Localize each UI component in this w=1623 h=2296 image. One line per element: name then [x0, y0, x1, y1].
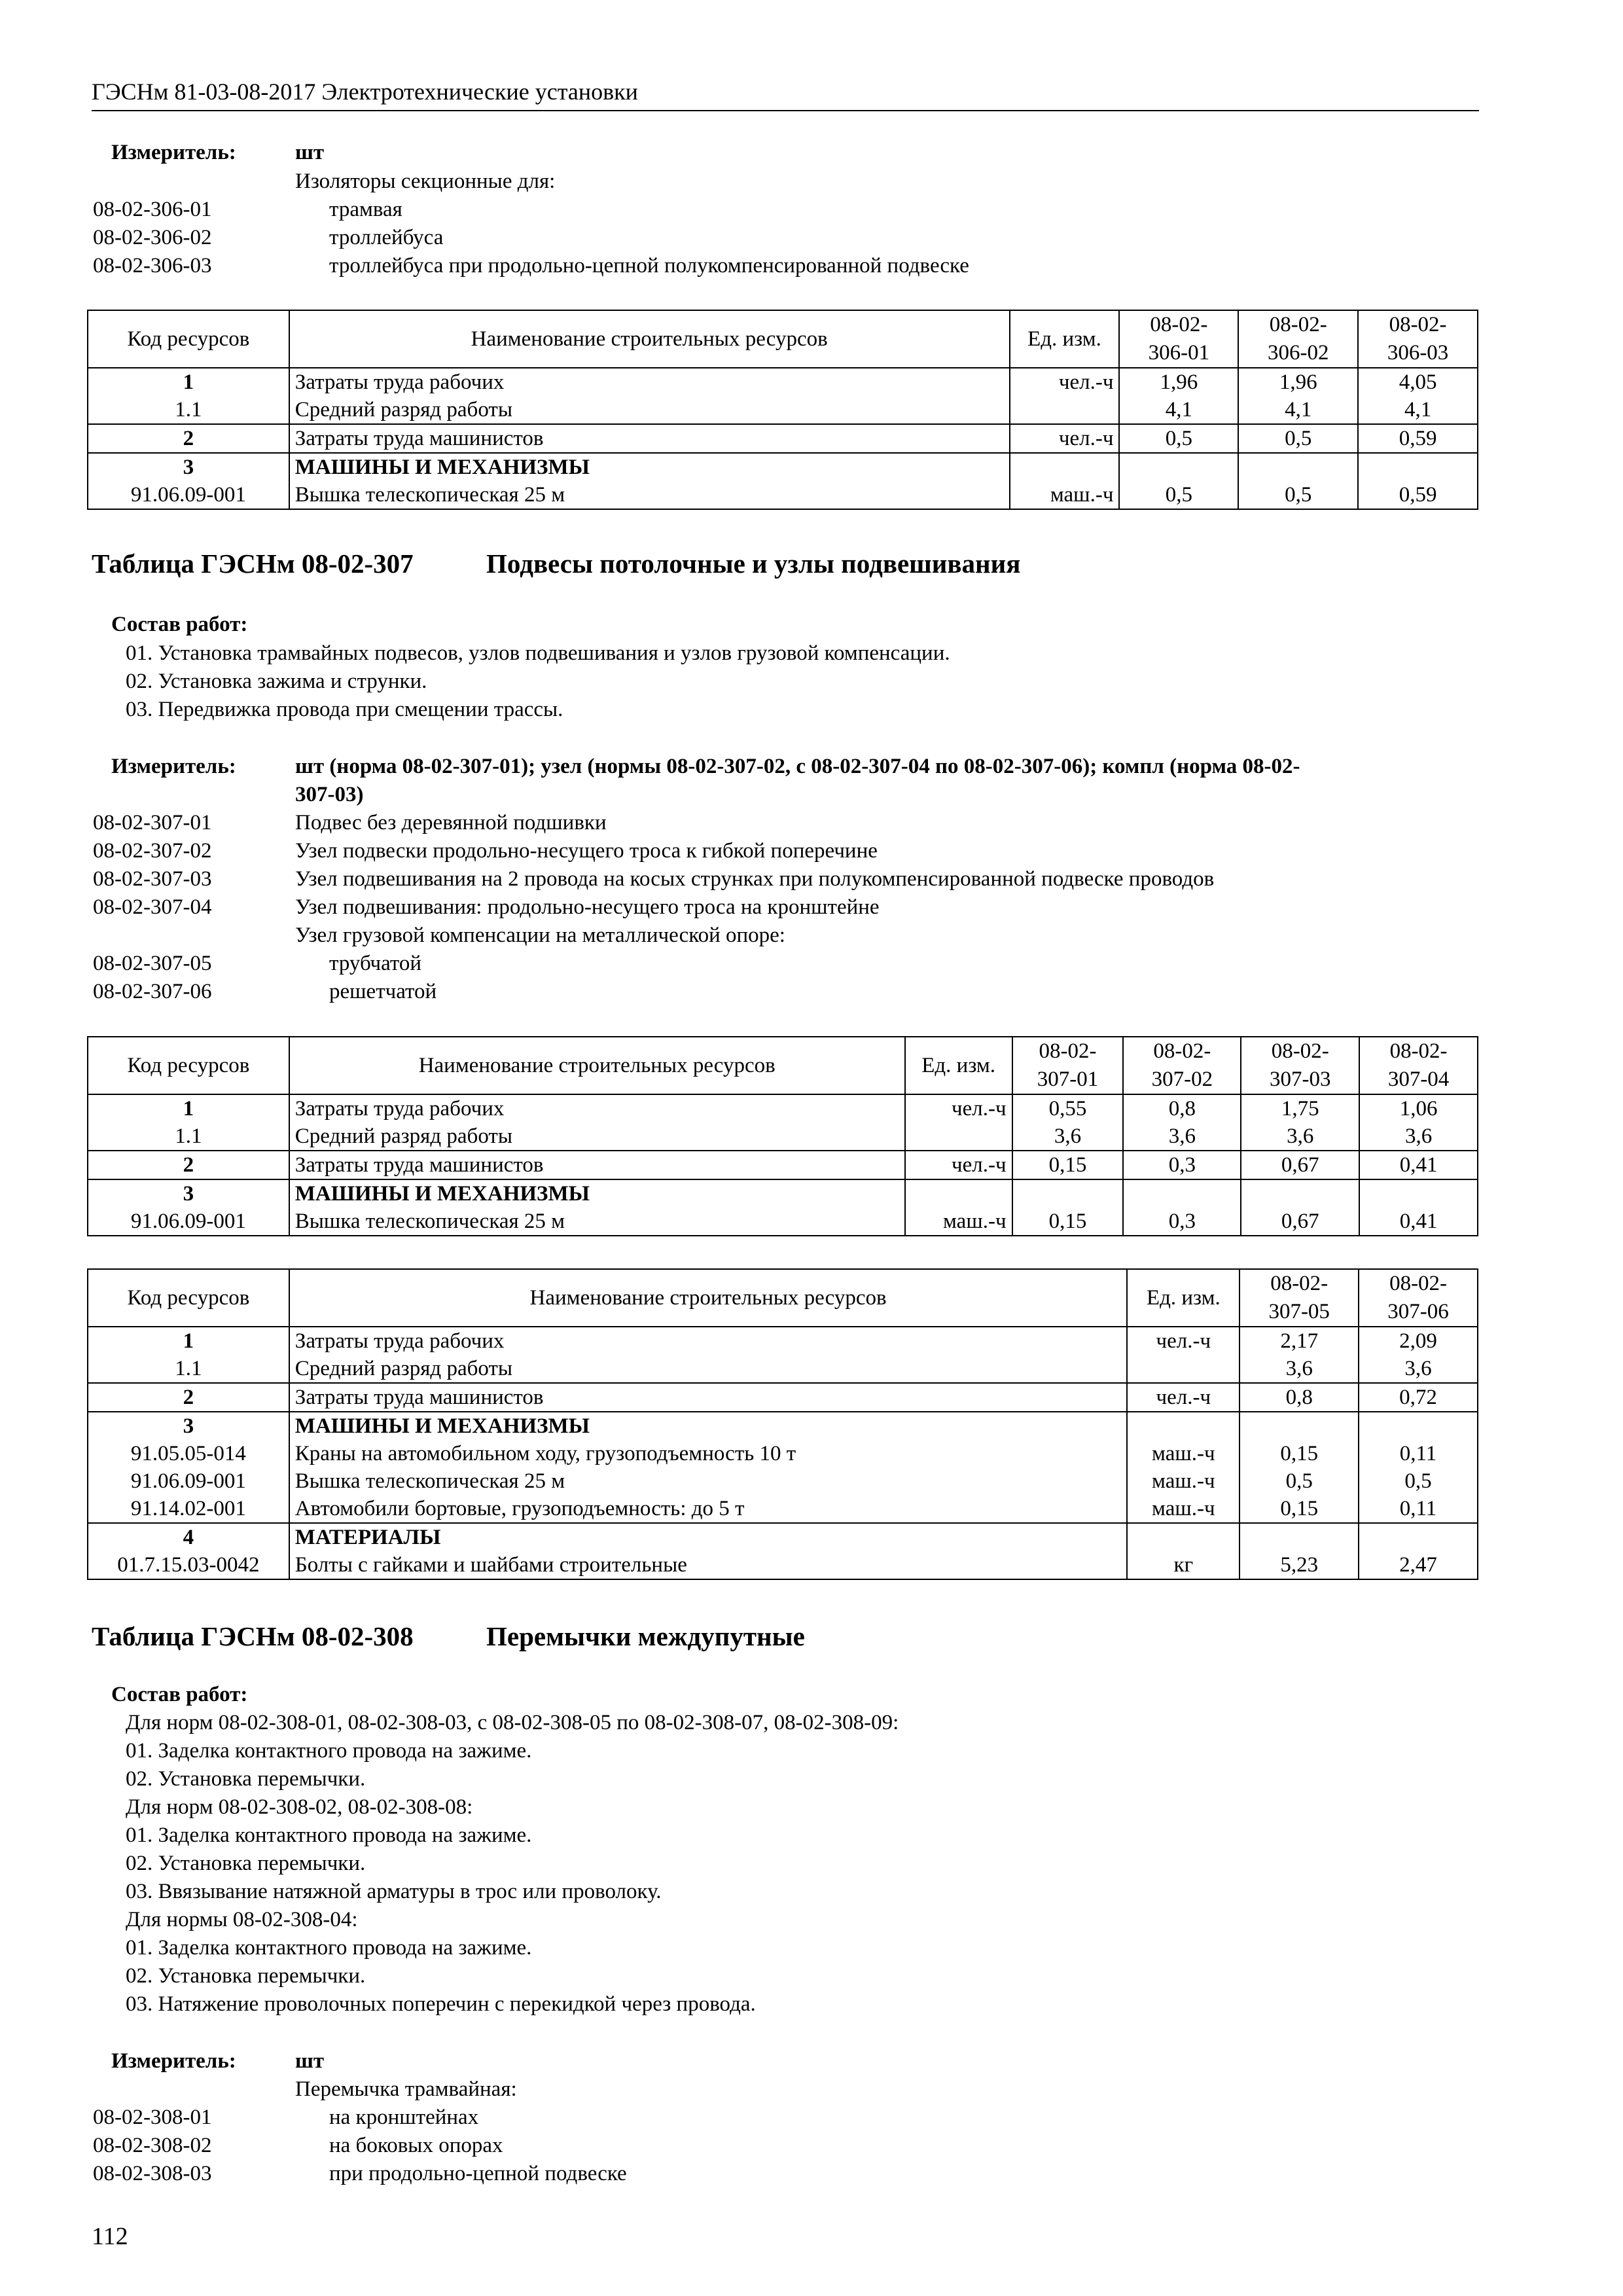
table-row: [88, 481, 1478, 509]
work-item: 02. Установка зажима и струнки.: [126, 670, 427, 693]
cell-unit: маш.-ч: [1127, 1495, 1240, 1523]
table-row: [88, 368, 1478, 396]
cell-value: [1012, 1179, 1124, 1208]
cell-unit: маш.-ч: [905, 1208, 1012, 1236]
cell-value: [1240, 1412, 1359, 1440]
item-text: на кронштейнах: [329, 2106, 479, 2129]
resource-table-307-a: [87, 1036, 1478, 1236]
item-code: 08-02-306-01: [93, 198, 212, 221]
running-header: ГЭСНм 81-03-08-2017 Электротехнические установки: [92, 77, 1479, 111]
cell-value: 3,6: [1359, 1355, 1478, 1383]
cell-value: 0,5: [1238, 424, 1358, 453]
cell-code: 91.06.09-001: [88, 481, 289, 509]
cell-value: 0,41: [1359, 1151, 1478, 1179]
header-norm: 08-02- 307-01: [1012, 1037, 1124, 1094]
cell-unit: чел.-ч: [1010, 368, 1120, 396]
page-number: 112: [92, 2223, 128, 2250]
cell-name: Затраты труда машинистов: [289, 424, 1010, 453]
cell-name: МАШИНЫ И МЕХАНИЗМЫ: [289, 1412, 1128, 1440]
cell-name: Вышка телескопическая 25 м: [289, 1467, 1128, 1495]
cell-code: 91.06.09-001: [88, 1467, 289, 1495]
group-label: Изоляторы секционные для:: [295, 170, 556, 193]
table-row: [88, 1208, 1478, 1236]
cell-name: Автомобили бортовые, грузоподъемность: до 5 т: [289, 1495, 1128, 1523]
table-row: [88, 1094, 1478, 1122]
meter-value: шт (норма 08-02-307-01); узел (нормы 08-02-307-02, с 08-02-307-04 по 08-02-307-06); компл (норма 08-02-: [295, 755, 1300, 778]
header-norm: 08-02- 307-02: [1123, 1037, 1241, 1094]
header-unit: Ед. изм.: [905, 1037, 1012, 1094]
cell-unit: кг: [1127, 1551, 1240, 1579]
cell-value: 3,6: [1240, 1355, 1359, 1383]
header-unit: Ед. изм.: [1010, 310, 1120, 368]
header-name: Наименование строительных ресурсов: [289, 310, 1010, 368]
cell-value: 5,23: [1240, 1551, 1359, 1579]
cell-value: 0,8: [1123, 1094, 1241, 1122]
table-row: [88, 396, 1478, 424]
table-number: Таблица ГЭСНм 08-02-307: [92, 548, 414, 579]
cell-value: 1,96: [1238, 368, 1358, 396]
item-text: Узел подвешивания: продольно-несущего троса на кронштейне: [295, 895, 880, 919]
cell-code: 2: [88, 1151, 289, 1179]
works-label: Состав работ:: [111, 1683, 248, 1706]
cell-name: МАШИНЫ И МЕХАНИЗМЫ: [289, 1179, 905, 1208]
group-label: Перемычка трамвайная:: [295, 2077, 517, 2101]
header-code: Код ресурсов: [88, 1037, 289, 1094]
item-code: 08-02-306-03: [93, 254, 212, 278]
cell-value: 1,06: [1359, 1094, 1478, 1122]
cell-value: 0,15: [1240, 1495, 1359, 1523]
cell-value: 2,47: [1359, 1551, 1478, 1579]
resource-table-306: [87, 310, 1478, 510]
cell-value: 0,3: [1123, 1208, 1241, 1236]
item-code: 08-02-307-04: [93, 895, 212, 919]
item-text: Подвес без деревянной подшивки: [295, 811, 607, 834]
meter-label: Измеритель:: [111, 141, 236, 164]
cell-value: 0,15: [1012, 1151, 1124, 1179]
table-title: Перемычки междупутные: [486, 1621, 805, 1651]
table-row: [88, 1412, 1478, 1440]
cell-name: Затраты труда рабочих: [289, 1094, 905, 1122]
cell-unit: [1010, 396, 1120, 424]
work-item: 01. Установка трамвайных подвесов, узлов подвешивания и узлов грузовой компенсации.: [126, 641, 950, 665]
cell-name: Краны на автомобильном ходу, грузоподъемность 10 т: [289, 1440, 1128, 1467]
item-text: при продольно-цепной подвеске: [329, 2162, 627, 2185]
item-text: Узел подвешивания на 2 провода на косых струнках при полукомпенсированной подвеске проводов: [295, 867, 1215, 891]
section-title-307: [92, 547, 1021, 580]
item-text: Узел подвески продольно-несущего троса к гибкой поперечине: [295, 839, 878, 863]
cell-name: Затраты труда машинистов: [289, 1151, 905, 1179]
table-row: [88, 1179, 1478, 1208]
cell-value: 0,59: [1358, 481, 1478, 509]
header-norm: 08-02- 306-01: [1119, 310, 1238, 368]
table-row: [88, 424, 1478, 453]
cell-value: 0,15: [1012, 1208, 1124, 1236]
cell-code: 3: [88, 1412, 289, 1440]
group-label: Узел грузовой компенсации на металлической опоре:: [295, 924, 785, 947]
work-item: 01. Заделка контактного провода на зажиме.: [126, 1823, 532, 1847]
cell-value: 1,75: [1241, 1094, 1359, 1122]
header-norm: 08-02- 306-02: [1238, 310, 1358, 368]
cell-unit: [905, 1179, 1012, 1208]
cell-unit: [905, 1122, 1012, 1151]
work-item: Для нормы 08-02-308-04:: [126, 1908, 358, 1931]
cell-unit: чел.-ч: [905, 1151, 1012, 1179]
cell-value: 3,6: [1241, 1122, 1359, 1151]
cell-value: 0,5: [1119, 424, 1238, 453]
cell-value: 4,1: [1358, 396, 1478, 424]
cell-value: 0,11: [1359, 1440, 1478, 1467]
cell-unit: чел.-ч: [905, 1094, 1012, 1122]
cell-name: Вышка телескопическая 25 м: [289, 1208, 905, 1236]
section-title-308: [92, 1620, 805, 1653]
cell-value: 0,5: [1359, 1467, 1478, 1495]
header-name: Наименование строительных ресурсов: [289, 1037, 905, 1094]
work-item: Для норм 08-02-308-02, 08-02-308-08:: [126, 1795, 473, 1819]
cell-unit: [1010, 453, 1120, 481]
work-item: 01. Заделка контактного провода на зажиме.: [126, 1936, 532, 1960]
header-code: Код ресурсов: [88, 1269, 289, 1327]
item-code: 08-02-307-02: [93, 839, 212, 863]
table-row: [88, 1383, 1478, 1412]
cell-code: 1.1: [88, 1122, 289, 1151]
cell-code: 4: [88, 1523, 289, 1551]
cell-value: 0,72: [1359, 1383, 1478, 1412]
table-row: [88, 1355, 1478, 1383]
work-item: 03. Ввязывание натяжной арматуры в трос или проволоку.: [126, 1880, 662, 1903]
cell-value: 4,05: [1358, 368, 1478, 396]
cell-code: 91.14.02-001: [88, 1495, 289, 1523]
cell-value: 3,6: [1359, 1122, 1478, 1151]
cell-unit: [1127, 1355, 1240, 1383]
item-code: 08-02-307-06: [93, 980, 212, 1003]
table-row: [88, 1523, 1478, 1551]
item-code: 08-02-307-01: [93, 811, 212, 834]
cell-code: 1: [88, 1327, 289, 1355]
cell-name: Вышка телескопическая 25 м: [289, 481, 1010, 509]
table-row: [88, 1467, 1478, 1495]
cell-value: [1238, 453, 1358, 481]
table-row: [88, 1122, 1478, 1151]
cell-value: [1358, 453, 1478, 481]
cell-code: 2: [88, 1383, 289, 1412]
cell-unit: чел.-ч: [1127, 1327, 1240, 1355]
table-header-row: [88, 310, 1478, 368]
header-norm: 08-02- 306-03: [1358, 310, 1478, 368]
cell-name: Средний разряд работы: [289, 396, 1010, 424]
header-norm: 08-02- 307-05: [1240, 1269, 1359, 1327]
cell-value: [1359, 1412, 1478, 1440]
item-text: решетчатой: [329, 980, 437, 1003]
cell-unit: [1127, 1523, 1240, 1551]
table-number: Таблица ГЭСНм 08-02-308: [92, 1621, 414, 1651]
table-row: [88, 1495, 1478, 1523]
cell-unit: маш.-ч: [1127, 1467, 1240, 1495]
cell-value: 0,67: [1241, 1208, 1359, 1236]
meter-306: [0, 139, 1623, 168]
cell-code: 01.7.15.03-0042: [88, 1551, 289, 1579]
cell-name: Болты с гайками и шайбами строительные: [289, 1551, 1128, 1579]
cell-value: 0,5: [1119, 481, 1238, 509]
cell-value: 0,11: [1359, 1495, 1478, 1523]
item-code: 08-02-306-02: [93, 226, 212, 249]
works-label: Состав работ:: [111, 613, 248, 636]
item-text: трамвая: [329, 198, 402, 221]
cell-value: 4,1: [1119, 396, 1238, 424]
item-code: 08-02-307-05: [93, 952, 212, 975]
header-unit: Ед. изм.: [1127, 1269, 1240, 1327]
cell-value: 0,15: [1240, 1440, 1359, 1467]
cell-code: 1: [88, 368, 289, 396]
cell-name: Затраты труда рабочих: [289, 1327, 1128, 1355]
header-norm: 08-02- 307-03: [1241, 1037, 1359, 1094]
cell-code: 1.1: [88, 1355, 289, 1383]
cell-value: 4,1: [1238, 396, 1358, 424]
cell-value: [1240, 1523, 1359, 1551]
cell-name: Средний разряд работы: [289, 1122, 905, 1151]
work-item: Для норм 08-02-308-01, 08-02-308-03, с 08-02-308-05 по 08-02-308-07, 08-02-308-09:: [126, 1711, 899, 1734]
cell-value: 0,67: [1241, 1151, 1359, 1179]
cell-code: 1.1: [88, 396, 289, 424]
work-item: 02. Установка перемычки.: [126, 1964, 366, 1988]
item-code: 08-02-308-02: [93, 2134, 212, 2157]
cell-name: Затраты труда рабочих: [289, 368, 1010, 396]
cell-value: 2,09: [1359, 1327, 1478, 1355]
cell-name: МАШИНЫ И МЕХАНИЗМЫ: [289, 453, 1010, 481]
resource-table-307-b: [87, 1268, 1478, 1580]
item-code: 08-02-308-03: [93, 2162, 212, 2185]
cell-value: 0,3: [1123, 1151, 1241, 1179]
table-header-row: [88, 1037, 1478, 1094]
table-row: [88, 1327, 1478, 1355]
cell-unit: чел.-ч: [1127, 1383, 1240, 1412]
cell-value: 2,17: [1240, 1327, 1359, 1355]
cell-name: Средний разряд работы: [289, 1355, 1128, 1383]
meter-value: шт: [295, 2049, 325, 2073]
work-item: 01. Заделка контактного провода на зажиме.: [126, 1739, 532, 1763]
cell-unit: маш.-ч: [1127, 1440, 1240, 1467]
cell-code: 1: [88, 1094, 289, 1122]
cell-value: [1123, 1179, 1241, 1208]
item-text: на боковых опорах: [329, 2134, 503, 2157]
cell-value: [1359, 1179, 1478, 1208]
item-code: 08-02-307-03: [93, 867, 212, 891]
cell-value: 3,6: [1123, 1122, 1241, 1151]
meter-value: шт: [295, 141, 325, 164]
meter-value-cont: 307-03): [295, 783, 364, 806]
table-row: [88, 453, 1478, 481]
cell-value: 3,6: [1012, 1122, 1124, 1151]
cell-name: Затраты труда машинистов: [289, 1383, 1128, 1412]
cell-code: 91.06.09-001: [88, 1208, 289, 1236]
work-item: 02. Установка перемычки.: [126, 1767, 366, 1791]
header-norm: 08-02- 307-04: [1359, 1037, 1478, 1094]
cell-unit: [1127, 1412, 1240, 1440]
item-text: трубчатой: [329, 952, 422, 975]
work-item: 03. Передвижка провода при смещении трассы.: [126, 698, 563, 721]
cell-value: [1119, 453, 1238, 481]
table-header-row: [88, 1269, 1478, 1327]
cell-code: 91.05.05-014: [88, 1440, 289, 1467]
table-row: [88, 1440, 1478, 1467]
cell-value: 0,8: [1240, 1383, 1359, 1412]
work-item: 02. Установка перемычки.: [126, 1852, 366, 1875]
table-row: [88, 1551, 1478, 1579]
table-row: [88, 1151, 1478, 1179]
item-text: троллейбуса при продольно-цепной полукомпенсированной подвеске: [329, 254, 969, 278]
cell-value: 0,41: [1359, 1208, 1478, 1236]
cell-unit: чел.-ч: [1010, 424, 1120, 453]
cell-unit: маш.-ч: [1010, 481, 1120, 509]
meter-label: Измеритель:: [111, 755, 236, 778]
cell-value: [1359, 1523, 1478, 1551]
cell-value: 1,96: [1119, 368, 1238, 396]
cell-value: 0,5: [1238, 481, 1358, 509]
cell-name: МАТЕРИАЛЫ: [289, 1523, 1128, 1551]
meter-label: Измеритель:: [111, 2049, 236, 2073]
table-title: Подвесы потолочные и узлы подвешивания: [486, 548, 1021, 579]
cell-value: 0,59: [1358, 424, 1478, 453]
cell-value: 0,5: [1240, 1467, 1359, 1495]
cell-code: 2: [88, 424, 289, 453]
cell-code: 3: [88, 453, 289, 481]
header-norm: 08-02- 307-06: [1359, 1269, 1478, 1327]
item-code: 08-02-308-01: [93, 2106, 212, 2129]
cell-value: [1241, 1179, 1359, 1208]
cell-code: 3: [88, 1179, 289, 1208]
header-code: Код ресурсов: [88, 310, 289, 368]
work-item: 03. Натяжение проволочных поперечин с перекидкой через провода.: [126, 1992, 756, 2016]
header-name: Наименование строительных ресурсов: [289, 1269, 1128, 1327]
cell-value: 0,55: [1012, 1094, 1124, 1122]
item-text: троллейбуса: [329, 226, 444, 249]
